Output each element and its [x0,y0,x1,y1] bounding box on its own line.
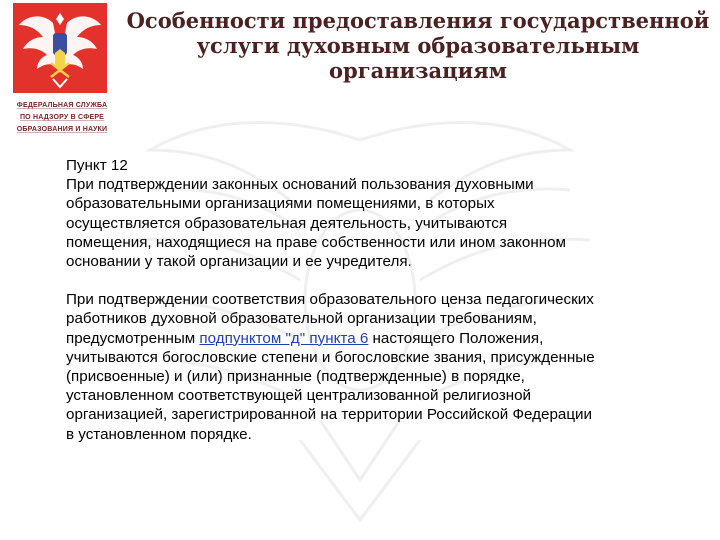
paragraph-spacer [66,271,706,290]
para2-text: настоящего Положения, [368,329,544,347]
para1-line: осуществляется образовательная деятельность, учитываются [66,214,508,232]
para2-line: (присвоенные) и (или) признанные (подтвержденные) в порядке, [66,368,525,386]
org-name [14,100,110,136]
body-text [66,156,706,444]
para1-line: образовательными организациями помещениями, в которых [66,195,495,213]
para2-line: работников духовной образовательной организации требованиям, [66,310,537,328]
para1-line: основании у такой организации и ее учредителя. [66,253,412,271]
org-line: ОБРАЗОВАНИЯ И НАУКИ [16,126,108,133]
org-line: ФЕДЕРАЛЬНАЯ СЛУЖБА [16,102,108,109]
para2-line: организацией, зарегистрированной на территории Российской Федерации [66,406,593,424]
para2-line: в установленном порядке. [66,425,252,443]
title-line: организациям [329,58,507,83]
para2-line [66,329,706,348]
title-line: услуги духовным образовательным [196,33,640,58]
emblem-eagle-icon [13,3,107,93]
org-line: ПО НАДЗОРУ В СФЕРЕ [19,114,105,121]
para1-line: Пункт 12 [66,157,128,174]
para1-line: помещения, находящиеся на праве собственности или ином законном [66,233,566,251]
logo [13,3,107,93]
para2-line: установленном соответствующей централизованной религиозной [66,387,532,405]
page-title [118,8,718,83]
para2-text: предусмотренным [66,329,200,347]
regulation-link[interactable]: подпунктом "д" пункта 6 [199,329,369,347]
para2-line: учитываются богословские степени и богословские звания, присужденные [66,348,595,366]
title-line: Особенности предоставления государственной [126,8,710,33]
para1-line: При подтверждении законных оснований пользования духовными [66,176,534,194]
para2-line: При подтверждении соответствия образовательного ценза педагогических [66,291,594,309]
